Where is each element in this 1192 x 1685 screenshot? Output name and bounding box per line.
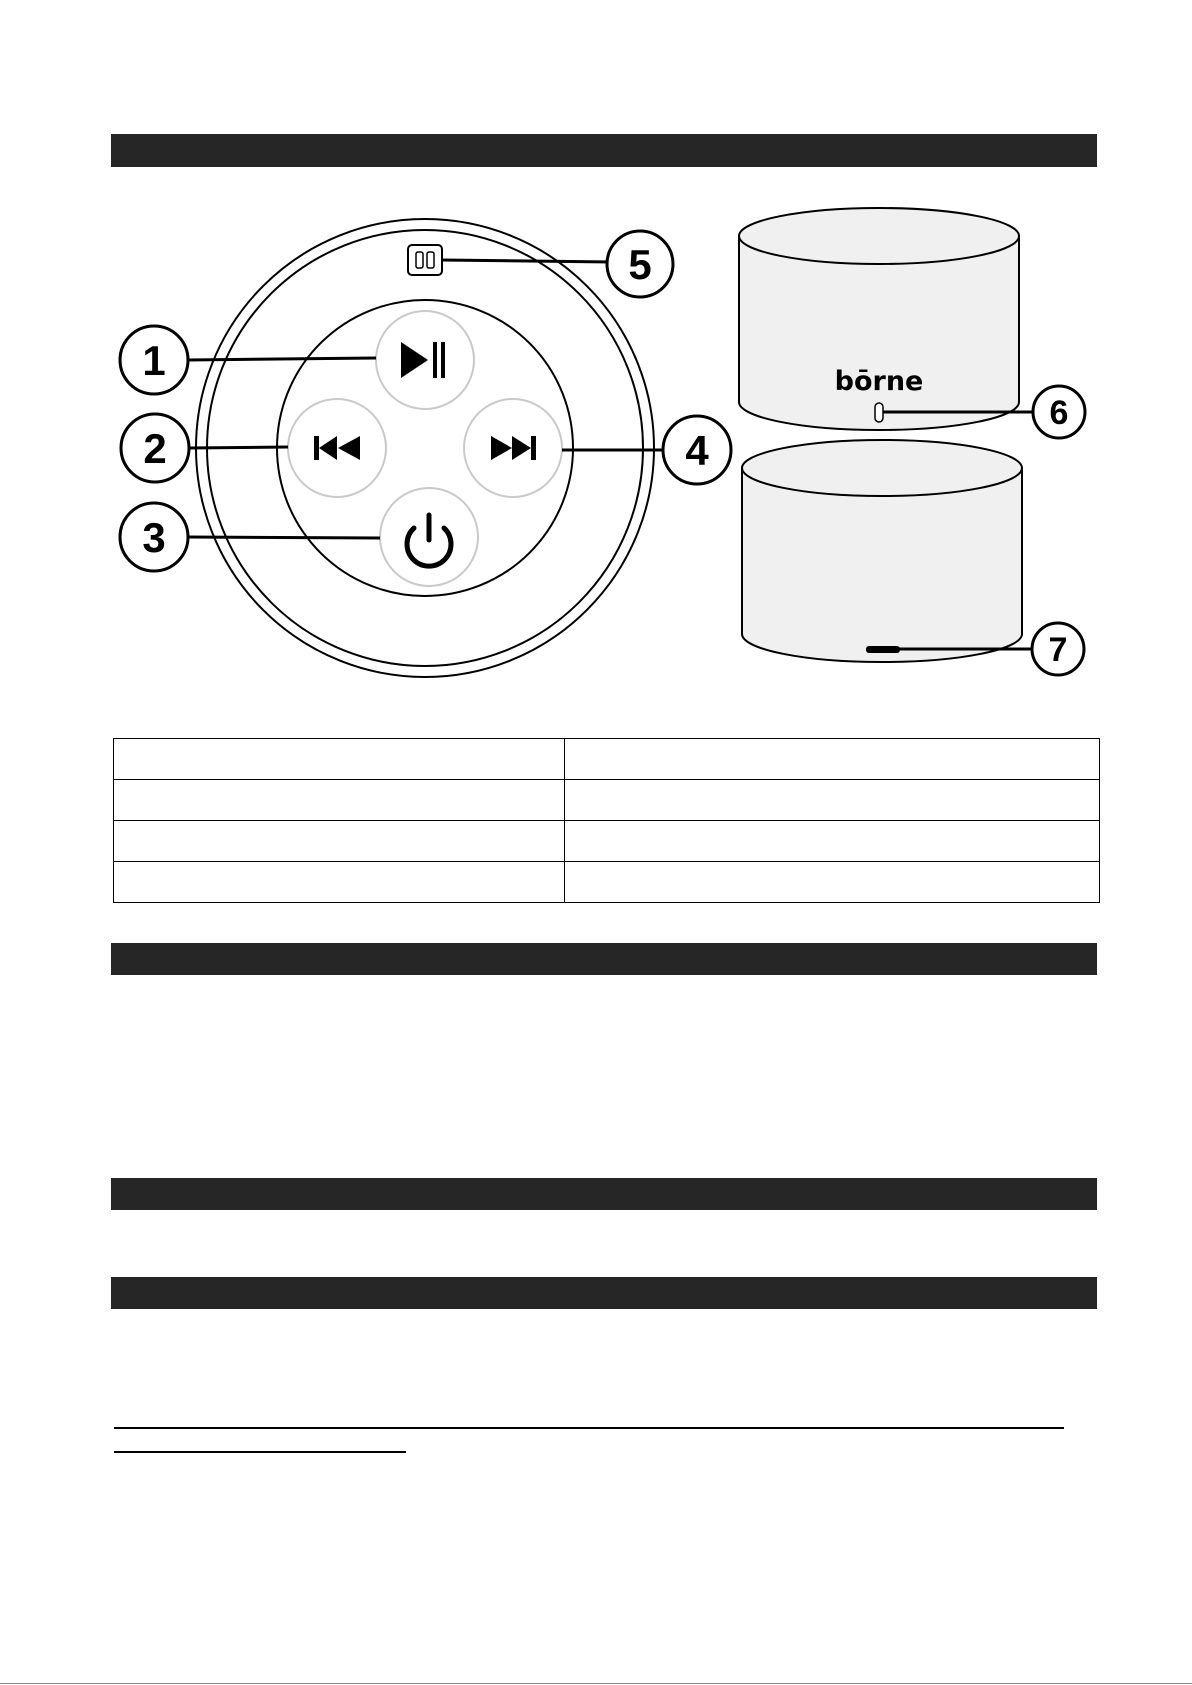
footer-rule [0,1683,1192,1684]
next-button[interactable] [464,399,562,497]
indicator-icon [408,245,442,275]
section-bar-3 [111,1178,1097,1210]
table-row [114,821,1100,862]
underline-rule-2 [114,1451,406,1453]
parts-table [113,738,1100,903]
power-button[interactable] [380,488,478,586]
previous-button[interactable] [288,399,386,497]
section-bar-2 [111,943,1097,975]
table-cell [114,821,565,862]
table-cell [114,780,565,821]
svg-text:4: 4 [685,427,709,474]
callout-1 [120,326,188,394]
section-bar-4 [111,1277,1097,1309]
table-row [114,739,1100,780]
speaker-bottom-unit [742,440,1022,662]
callout-4 [663,416,731,484]
product-diagram [0,0,1192,700]
table-cell [565,739,1100,780]
callout-5 [607,231,673,297]
table-cell [114,739,565,780]
svg-text:7: 7 [1048,631,1068,669]
table-cell [565,821,1100,862]
table-row [114,862,1100,903]
play-pause-button[interactable] [376,311,474,409]
table-row [114,780,1100,821]
callout-7 [1032,623,1084,675]
table-cell [565,780,1100,821]
callout-6 [1033,386,1085,438]
svg-text:3: 3 [142,514,166,561]
svg-text:1: 1 [142,337,166,384]
led-indicator [875,403,883,422]
brand-logo: bōrne [834,366,924,397]
underline-rule-1 [114,1427,1064,1429]
table-cell [565,862,1100,903]
callout-3 [120,503,188,571]
svg-text:5: 5 [628,241,652,288]
callout-2 [121,414,189,482]
svg-text:6: 6 [1049,394,1069,432]
table-cell [114,862,565,903]
svg-text:2: 2 [143,425,167,472]
